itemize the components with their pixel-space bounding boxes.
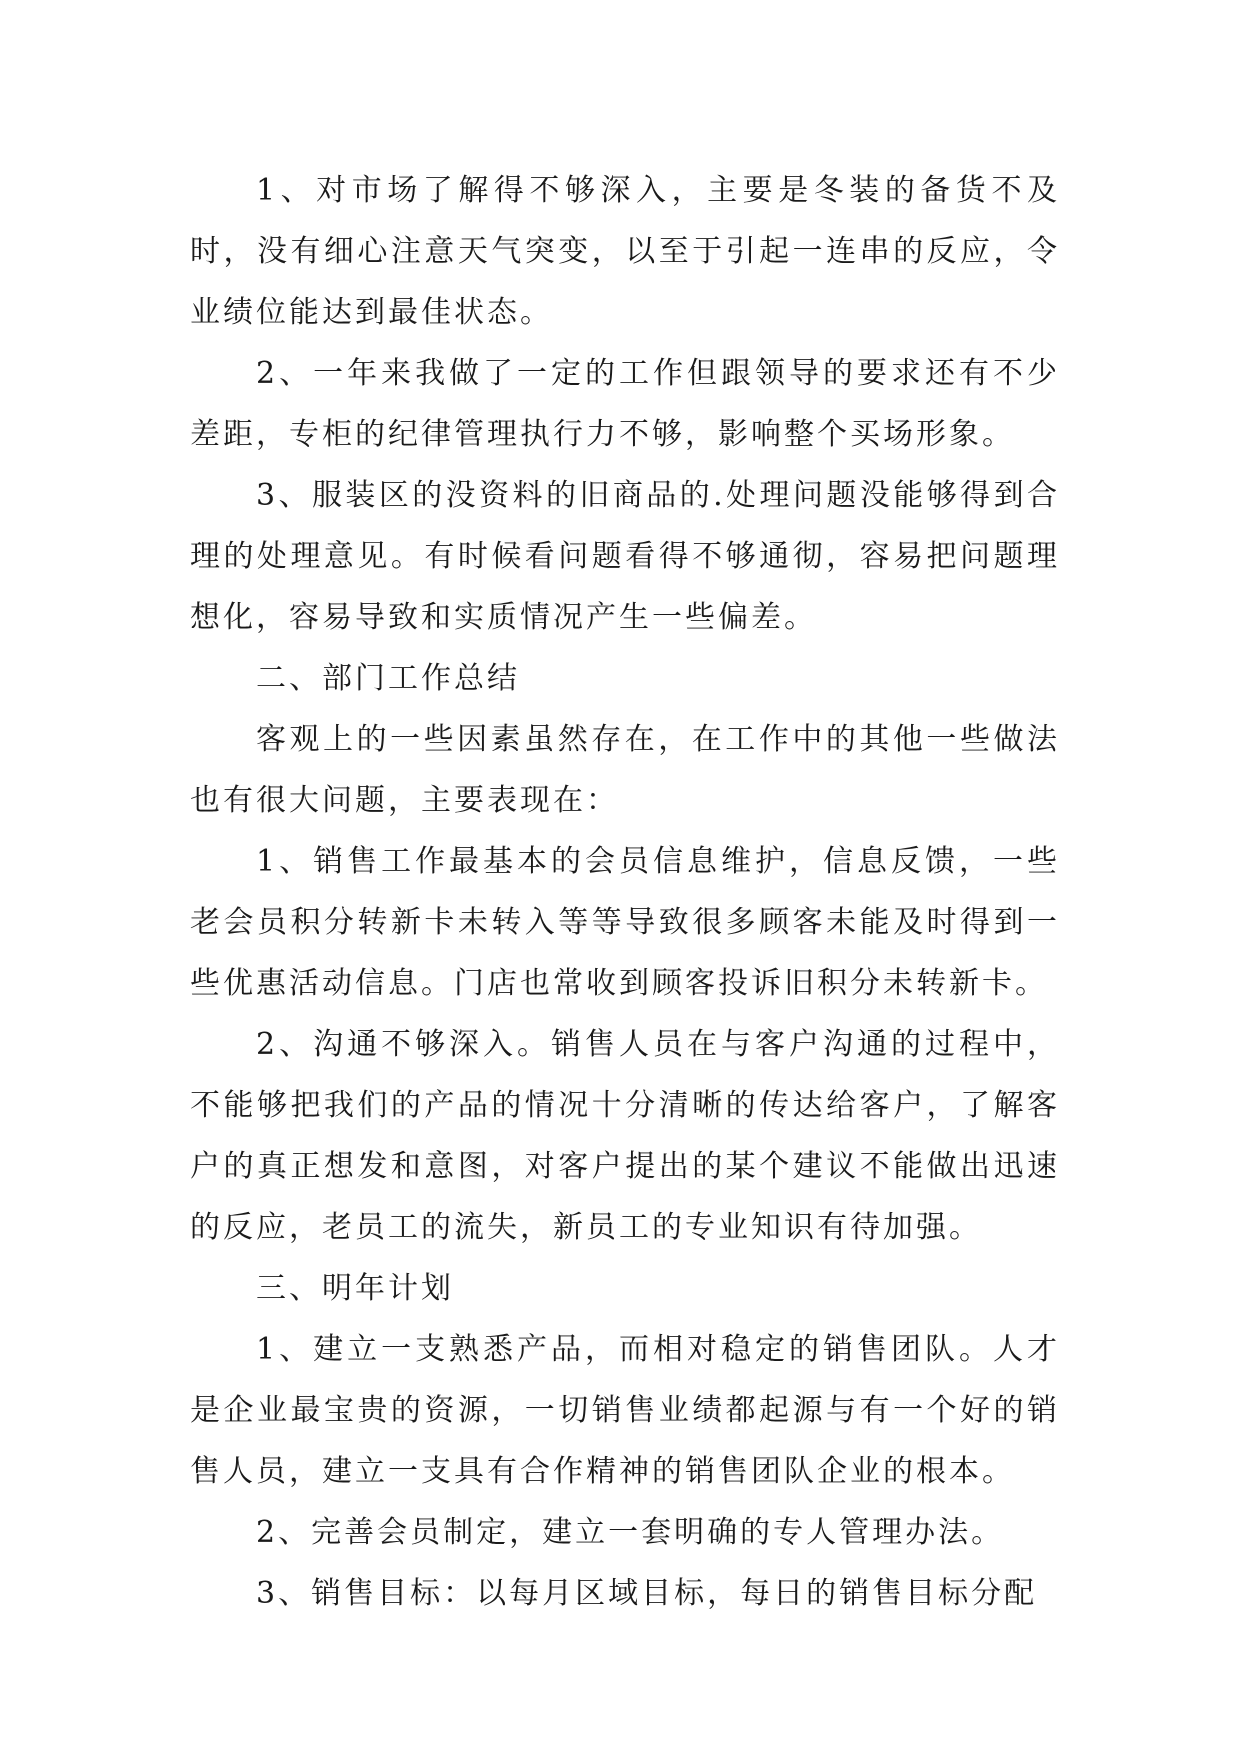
heading-next-year-plan: 三、明年计划 [256, 1271, 454, 1306]
paragraph-old-goods: 3、服装区的没资料的旧商品的.处理问题没能够得到合理的处理意见。有时候看问题看得不够通彻，容易把问题理想化，容易导致和实质情况产生一些偏差。 [190, 478, 1060, 635]
paragraph-market-understanding: 1、对市场了解得不够深入，主要是冬装的备货不及时，没有细心注意天气突变，以至于引起一连串的反应，令业绩位能达到最佳状态。 [190, 173, 1060, 330]
paragraph-member-system: 2、完善会员制定，建立一套明确的专人管理办法。 [256, 1515, 1005, 1550]
paragraph-discipline-gap: 2、一年来我做了一定的工作但跟领导的要求还有不少差距，专柜的纪律管理执行力不够，影响整个买场形象。 [190, 356, 1060, 452]
document-body [190, 160, 1060, 1624]
paragraph-sales-target: 3、销售目标：以每月区域目标，每日的销售目标分配 [256, 1576, 1038, 1611]
paragraph-objective-factors: 客观上的一些因素虽然存在，在工作中的其他一些做法也有很大问题，主要表现在： [190, 722, 1060, 818]
paragraph-communication: 2、沟通不够深入。销售人员在与客户沟通的过程中，不能够把我们的产品的情况十分清晰的传达给客户，了解客户的真正想发和意图，对客户提出的某个建议不能做出迅速的反应，老员工的流失，新员工的专业知识有待加强。 [190, 1027, 1060, 1245]
heading-department-summary: 二、部门工作总结 [256, 661, 520, 696]
paragraph-member-info: 1、销售工作最基本的会员信息维护，信息反馈，一些老会员积分转新卡未转入等等导致很多顾客未能及时得到一些优惠活动信息。门店也常收到顾客投诉旧积分未转新卡。 [190, 844, 1060, 1001]
paragraph-sales-team: 1、建立一支熟悉产品，而相对稳定的销售团队。人才是企业最宝贵的资源，一切销售业绩都起源与有一个好的销售人员，建立一支具有合作精神的销售团队企业的根本。 [190, 1332, 1060, 1489]
